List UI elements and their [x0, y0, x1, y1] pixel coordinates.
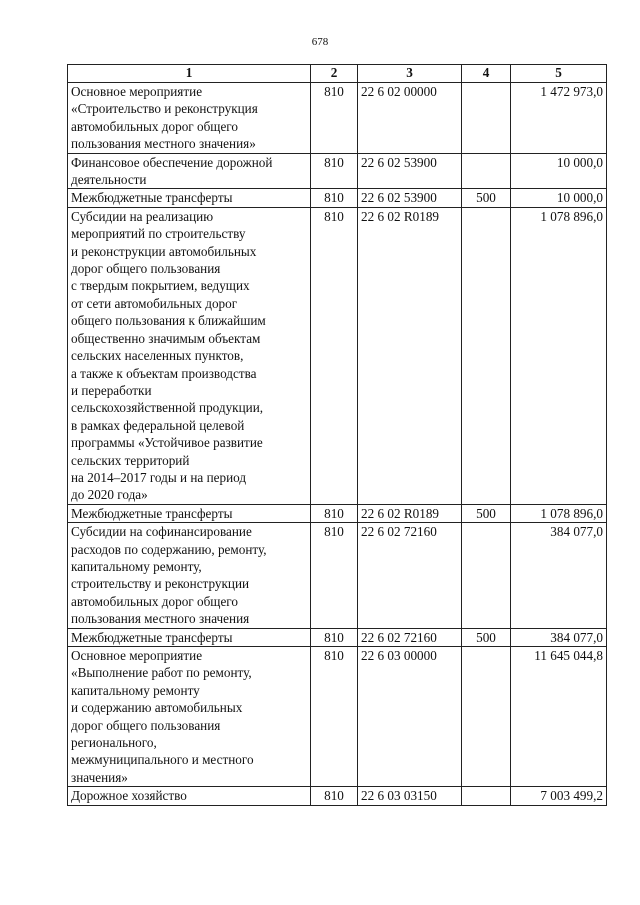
ministry-code-cell: 810	[311, 207, 358, 504]
target-article-code-cell: 22 6 02 72160	[358, 628, 462, 646]
target-article-code-cell: 22 6 02 72160	[358, 523, 462, 628]
table-header-row	[68, 65, 607, 83]
expense-type-code-cell	[462, 153, 511, 189]
expense-type-code-cell: 500	[462, 504, 511, 522]
ministry-code-cell: 810	[311, 523, 358, 628]
expense-type-code-cell	[462, 523, 511, 628]
expense-type-code-cell	[462, 787, 511, 805]
table-row	[68, 523, 607, 628]
column-header-4: 4	[462, 65, 511, 83]
target-article-code-cell: 22 6 02 53900	[358, 153, 462, 189]
expense-type-code-cell: 500	[462, 189, 511, 207]
item-name-cell: Финансовое обеспечение дорожной деятельности	[68, 153, 311, 189]
item-name-cell: Межбюджетные трансферты	[68, 189, 311, 207]
expense-type-code-cell	[462, 207, 511, 504]
amount-cell: 1 472 973,0	[511, 83, 607, 154]
amount-cell: 7 003 499,2	[511, 787, 607, 805]
item-name-cell: Субсидии на реализацию мероприятий по строительству и реконструкции автомобильных дорог общего пользования с твердым покрытием, ведущих от сети автомобильных дорог общего пользования к ближайшим общественно значимым объектам сельских населенных пунктов, а также к объектам производства и переработки сельскохозяйственной продукции, в рамках федеральной целевой программы «Устойчивое развитие сельских территорий на 2014–2017 годы и на период до 2020 года»	[68, 207, 311, 504]
table-row	[68, 504, 607, 522]
column-header-5: 5	[511, 65, 607, 83]
target-article-code-cell: 22 6 02 53900	[358, 189, 462, 207]
table-row	[68, 207, 607, 504]
amount-cell: 10 000,0	[511, 189, 607, 207]
amount-cell: 1 078 896,0	[511, 207, 607, 504]
item-name-cell: Межбюджетные трансферты	[68, 504, 311, 522]
column-header-2: 2	[311, 65, 358, 83]
target-article-code-cell: 22 6 02 R0189	[358, 207, 462, 504]
ministry-code-cell: 810	[311, 628, 358, 646]
ministry-code-cell: 810	[311, 153, 358, 189]
ministry-code-cell: 810	[311, 647, 358, 787]
target-article-code-cell: 22 6 03 03150	[358, 787, 462, 805]
page-number: 678	[311, 36, 329, 48]
expense-type-code-cell	[462, 647, 511, 787]
item-name-cell: Основное мероприятие «Выполнение работ по ремонту, капитальному ремонту и содержанию автомобильных дорог общего пользования регионального, межмуниципального и местного значения»	[68, 647, 311, 787]
expense-type-code-cell	[462, 83, 511, 154]
amount-cell: 384 077,0	[511, 628, 607, 646]
amount-cell: 10 000,0	[511, 153, 607, 189]
ministry-code-cell: 810	[311, 189, 358, 207]
amount-cell: 1 078 896,0	[511, 504, 607, 522]
column-header-3: 3	[358, 65, 462, 83]
column-header-1: 1	[68, 65, 311, 83]
item-name-cell: Межбюджетные трансферты	[68, 628, 311, 646]
target-article-code-cell: 22 6 02 00000	[358, 83, 462, 154]
table-row	[68, 83, 607, 154]
table-row	[68, 647, 607, 787]
ministry-code-cell: 810	[311, 83, 358, 154]
expense-type-code-cell: 500	[462, 628, 511, 646]
table-row	[68, 628, 607, 646]
target-article-code-cell: 22 6 03 00000	[358, 647, 462, 787]
amount-cell: 384 077,0	[511, 523, 607, 628]
target-article-code-cell: 22 6 02 R0189	[358, 504, 462, 522]
amount-cell: 11 645 044,8	[511, 647, 607, 787]
item-name-cell: Дорожное хозяйство	[68, 787, 311, 805]
table-row	[68, 189, 607, 207]
table-row	[68, 787, 607, 805]
ministry-code-cell: 810	[311, 504, 358, 522]
ministry-code-cell: 810	[311, 787, 358, 805]
table-row	[68, 153, 607, 189]
item-name-cell: Основное мероприятие «Строительство и реконструкция автомобильных дорог общего пользования местного значения»	[68, 83, 311, 154]
budget-table	[67, 64, 607, 806]
item-name-cell: Субсидии на софинансирование расходов по содержанию, ремонту, капитальному ремонту, строительству и реконструкции автомобильных дорог общего пользования местного значения	[68, 523, 311, 628]
